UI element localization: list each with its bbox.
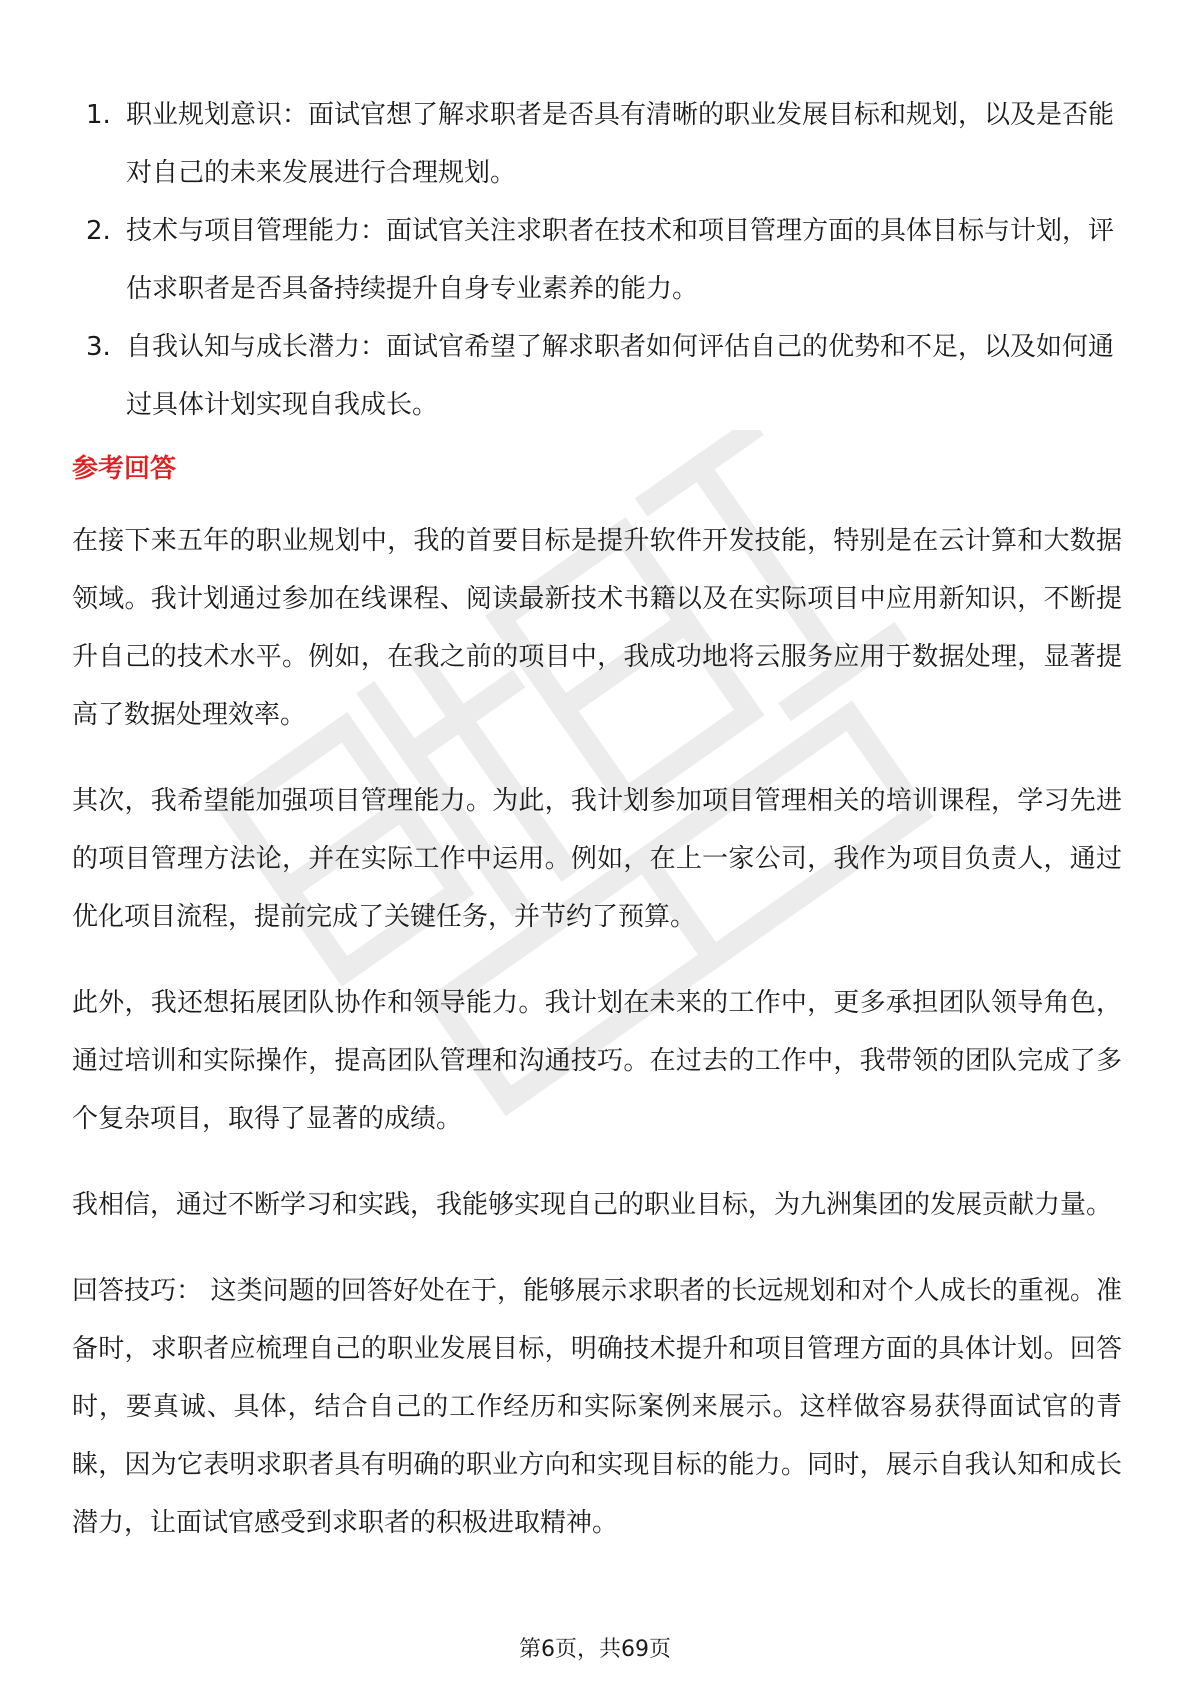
list-item-number: 2. bbox=[86, 216, 111, 246]
focus-points-list bbox=[72, 86, 1122, 434]
section-title: 参考回答 bbox=[72, 454, 177, 484]
page-number-footer: 第6页，共69页 bbox=[519, 1637, 671, 1662]
paragraph: 其次，我希望能加强项目管理能力。为此，我计划参加项目管理相关的培训课程，学习先进的项目管理方法论，并在实际工作中运用。例如，在上一家公司，我作为项目负责人，通过优化项目流程，提前完成了关键任务，并节约了预算。 bbox=[72, 786, 1122, 932]
list-item-text: 职业规划意识：面试官想了解求职者是否具有清晰的职业发展目标和规划，以及是否能对自己的未来发展进行合理规划。 bbox=[126, 100, 1115, 188]
list-item-number: 3. bbox=[86, 332, 111, 362]
paragraph: 此外，我还想拓展团队协作和领导能力。我计划在未来的工作中，更多承担团队领导角色，通过培训和实际操作，提高团队管理和沟通技巧。在过去的工作中，我带领的团队完成了多个复杂项目，取得了显著的成绩。 bbox=[72, 988, 1122, 1134]
list-item-number: 1. bbox=[86, 100, 111, 130]
list-item bbox=[72, 318, 1122, 434]
paragraph: 在接下来五年的职业规划中，我的首要目标是提升软件开发技能，特别是在云计算和大数据领域。我计划通过参加在线课程、阅读最新技术书籍以及在实际项目中应用新知识，不断提升自己的技术水平。例如，在我之前的项目中，我成功地将云服务应用于数据处理，显著提高了数据处理效率。 bbox=[72, 526, 1122, 730]
answer-tips-paragraph: 回答技巧： 这类问题的回答好处在于，能够展示求职者的长远规划和对个人成长的重视。准备时，求职者应梳理自己的职业发展目标，明确技术提升和项目管理方面的具体计划。回答时，要真诚、具体，结合自己的工作经历和实际案例来展示。这样做容易获得面试官的青睐，因为它表明求职者具有明确的职业方向和实现目标的能力。同时，展示自我认知和成长潜力，让面试官感受到求职者的积极进取精神。 bbox=[72, 1276, 1122, 1538]
list-item bbox=[72, 202, 1122, 318]
list-item-text: 技术与项目管理能力：面试官关注求职者在技术和项目管理方面的具体目标与计划，评估求职者是否具备持续提升自身专业素养的能力。 bbox=[126, 216, 1115, 304]
paragraph: 我相信，通过不断学习和实践，我能够实现自己的职业目标，为九洲集团的发展贡献力量。 bbox=[72, 1190, 1113, 1220]
list-item bbox=[72, 86, 1122, 202]
content-area bbox=[72, 86, 1122, 1580]
list-item-text: 自我认知与成长潜力：面试官希望了解求职者如何评估自己的优势和不足，以及如何通过具体计划实现自我成长。 bbox=[126, 332, 1115, 420]
